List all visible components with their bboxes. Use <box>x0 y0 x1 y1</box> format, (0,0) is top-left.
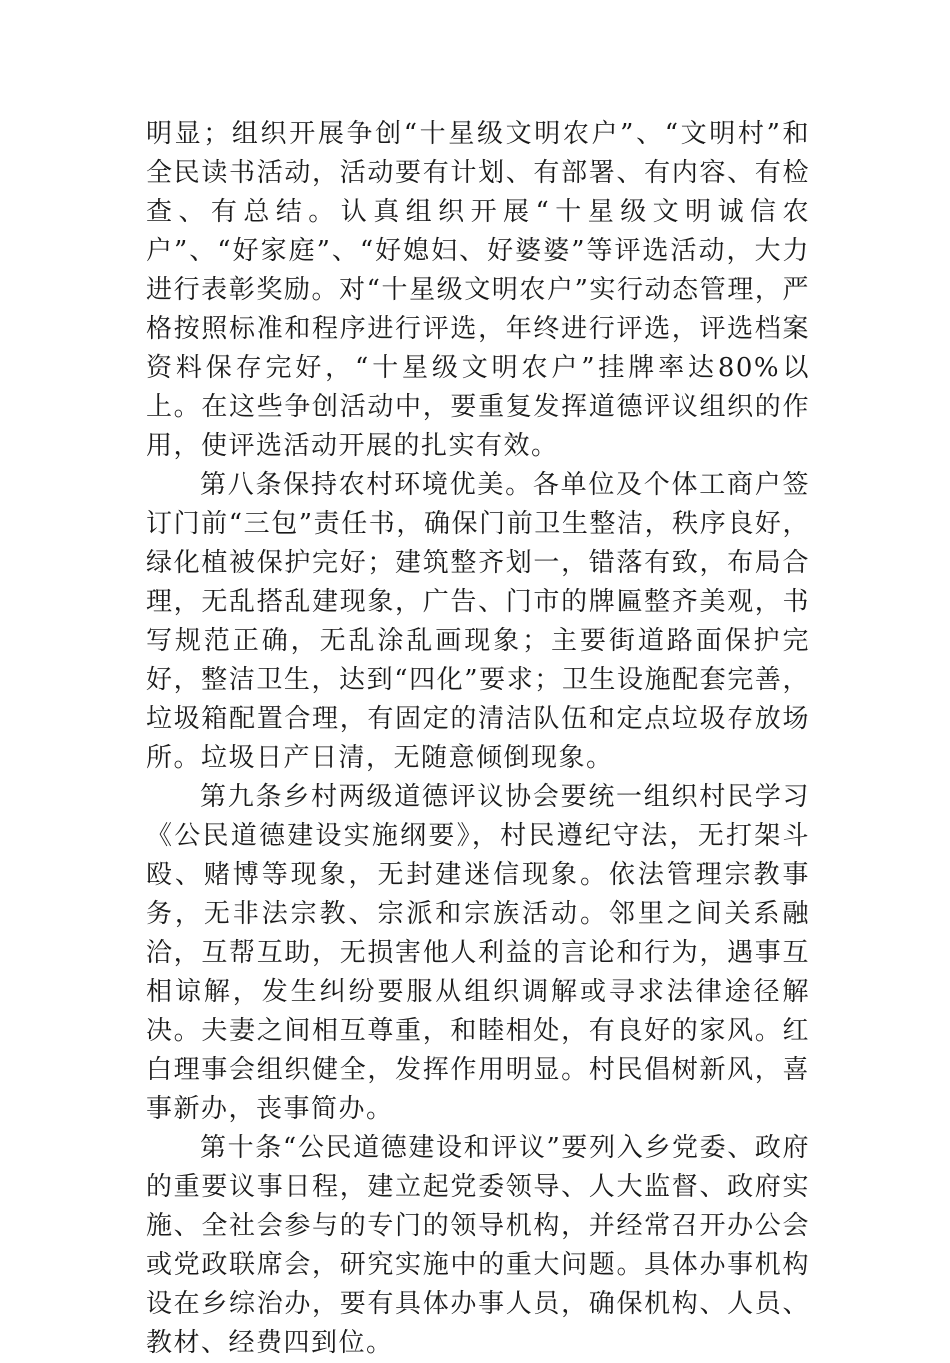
paragraph-article-9: 第九条乡村两级道德评议协会要统一组织村民学习《公民道德建设实施纲要》，村民遵纪守法，无打架斗殴、赌博等现象，无封建迷信现象。依法管理宗教事务，无非法宗教、宗派和宗族活动。邻里之间关系融洽，互帮互助，无损害他人利益的言论和行为，遇事互相谅解，发生纠纷要服从组织调解或寻求法律途径解决。夫妻之间相互尊重，和睦相处，有良好的家风。红白理事会组织健全，发挥作用明显。村民倡树新风，喜事新办，丧事简办。 <box>146 782 810 1124</box>
paragraph-article-8: 第八条保持农村环境优美。各单位及个体工商户签订门前“三包”责任书，确保门前卫生整洁，秩序良好，绿化植被保护完好；建筑整齐划一，错落有致，布局合理，无乱搭乱建现象，广告、门市的牌匾整齐美观，书写规范正确，无乱涂乱画现象；主要街道路面保护完好，整洁卫生，达到“四化”要求；卫生设施配套完善，垃圾箱配置合理，有固定的清洁队伍和定点垃圾存放场所。垃圾日产日清，无随意倾倒现象。 <box>146 470 810 773</box>
paragraph-article-10: 第十条“公民道德建设和评议”要列入乡党委、政府的重要议事日程，建立起党委领导、人大监督、政府实施、全社会参与的专门的领导机构，并经常召开办公会或党政联席会，研究实施中的重大问题。具体办事机构设在乡综治办，要有具体办事人员，确保机构、人员、教材、经费四到位。 <box>146 1133 810 1358</box>
paragraph-continuation: 明显；组织开展争创“十星级文明农户”、“文明村”和全民读书活动，活动要有计划、有部署、有内容、有检查、有总结。认真组织开展“十星级文明诚信农户”、“好家庭”、“好媳妇、好婆婆”等评选活动，大力进行表彰奖励。对“十星级文明农户”实行动态管理，严格按照标准和程序进行评选，年终进行评选，评选档案资料保存完好，“十星级文明农户”挂牌率达80%以上。在这些争创活动中，要重复发挥道德评议组织的作用，使评选活动开展的扎实有效。 <box>146 119 810 461</box>
document-body <box>146 115 810 1363</box>
